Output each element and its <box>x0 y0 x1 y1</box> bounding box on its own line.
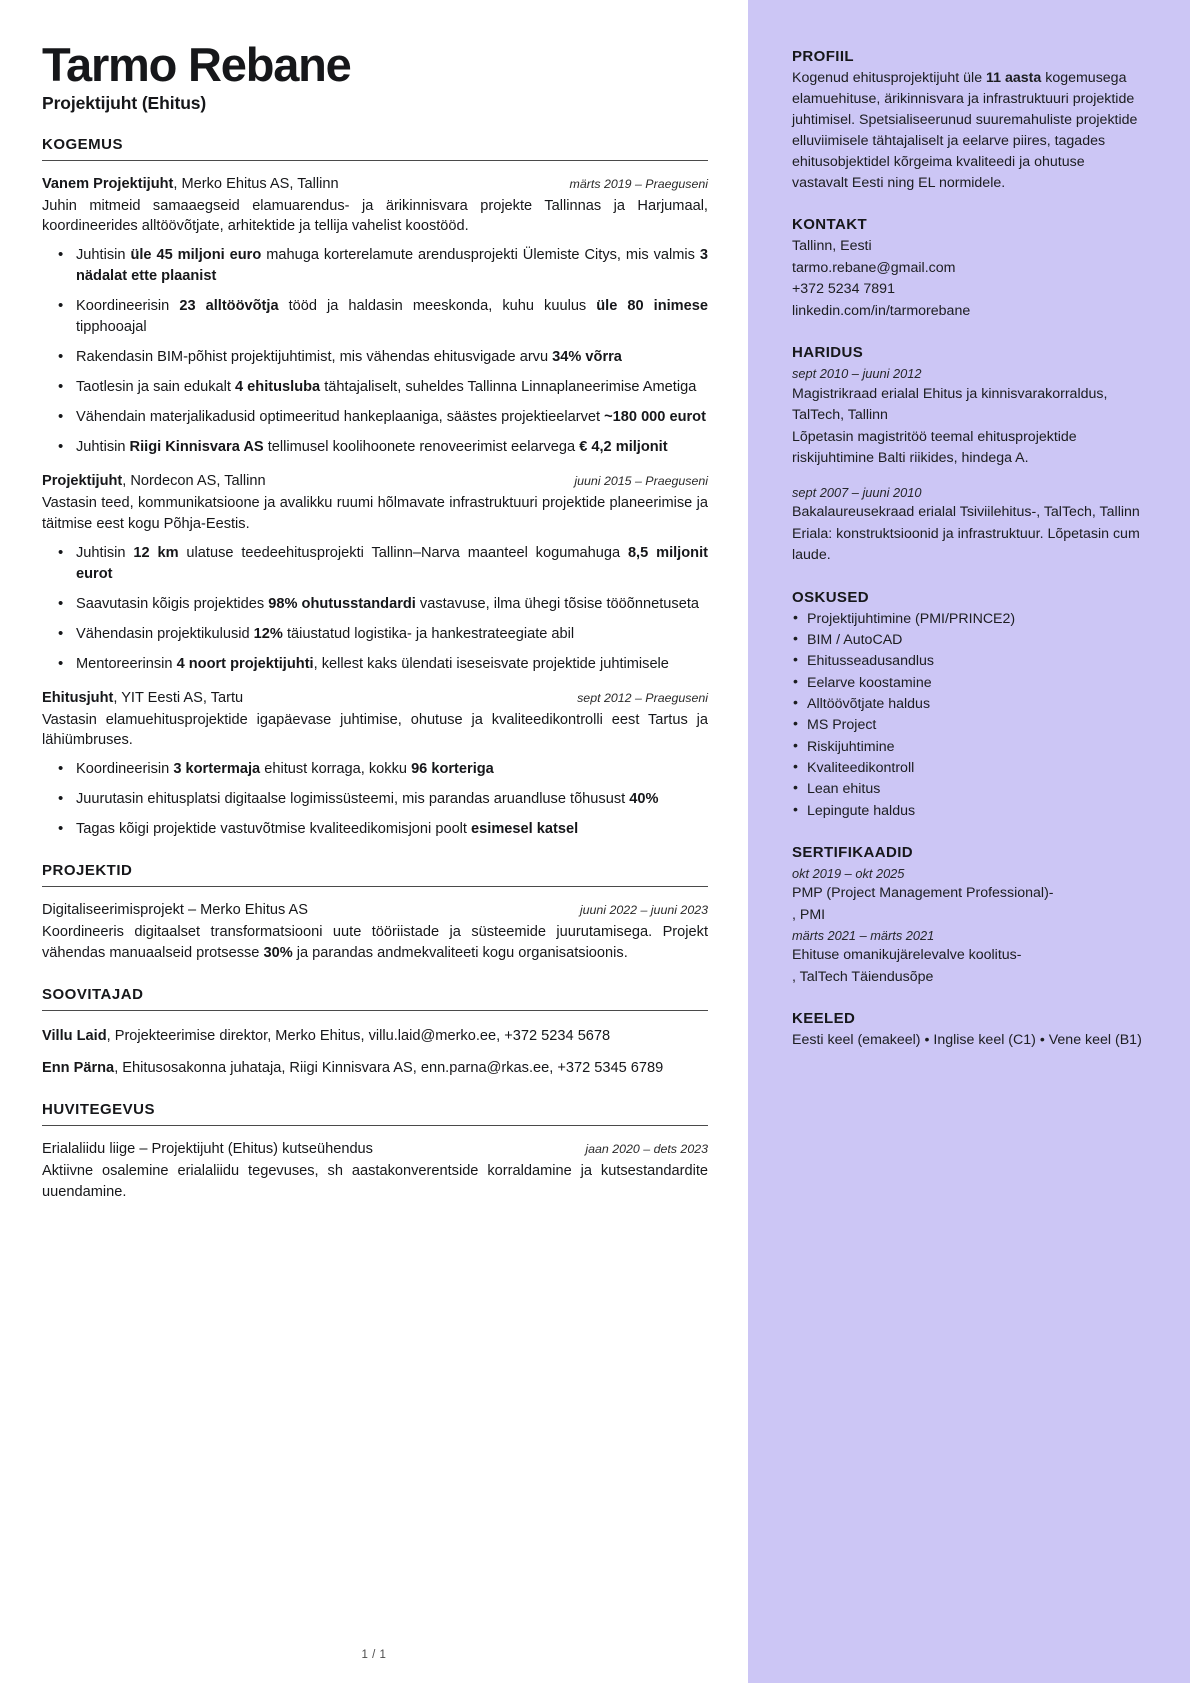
education-list <box>792 364 1142 566</box>
experience-entry <box>42 176 708 458</box>
interest-title: Erialaliidu liige – Projektijuht (Ehitus) kutseühendus <box>42 1140 373 1157</box>
contact-linkedin[interactable]: linkedin.com/in/tarmorebane <box>792 302 971 319</box>
certificate-item <box>792 864 1142 926</box>
projects-section <box>42 862 708 963</box>
projects-list <box>42 902 708 963</box>
entry-header <box>42 473 708 489</box>
languages-heading: KEELED <box>792 1010 856 1028</box>
contact-block <box>792 216 1142 322</box>
bullet-item: • Juhtisin Riigi Kinnisvara AS tellimusel koolihoonete renoveerimist eelarvega € 4,2 miljonit <box>48 437 708 458</box>
bullet-item: • Juhtisin üle 45 miljoni euro mahuga korterelamute arendusprojekti Ülemiste Citys, mis valmis 3 nädalat ette plaanist <box>48 245 708 287</box>
profile-heading: PROFIIL <box>792 48 854 65</box>
bullet-item: • Vähendasin projektikulusid 12% täiustatud logistika- ja hankestrateegiate abil <box>48 624 708 645</box>
page-footer: 1 / 1 <box>361 1649 387 1661</box>
certificates-block <box>792 844 1142 989</box>
sidebar <box>748 0 1190 1683</box>
experience-entry <box>42 473 708 674</box>
entry-bullets <box>48 245 708 458</box>
interests-heading: HUVITEGEVUS <box>42 1101 708 1126</box>
certificate-name: PMP (Project Management Professional)- <box>792 884 1054 901</box>
skill-item: • BIM / AutoCAD <box>792 630 1142 651</box>
entry-date: märts 2019 – Praeguseni <box>569 176 708 191</box>
entry-role: Ehitusjuht, YIT Eesti AS, Tartu <box>42 689 244 706</box>
bullet-item: • Vähendain materjalikadusid optimeeritud hankeplaaniga, säästes projektieelarvet ~180 000 eurot <box>48 407 708 428</box>
experience-entry <box>42 690 708 840</box>
bullet-item: • Juurutasin ehitusplatsi digitaalse logimissüsteemi, mis parandas aruandluse tõhusust 40% <box>48 789 708 810</box>
skills-list <box>792 609 1142 822</box>
entry-description: Vastasin elamuehitusprojektide igapäevase juhtimise, ohutuse ja kvaliteedikontrolli eest Tartus ja lähiümbruses. <box>42 711 708 749</box>
certificate-date: märts 2021 – märts 2021 <box>792 928 935 944</box>
entry-bullets <box>48 759 708 840</box>
profile-block <box>792 48 1142 194</box>
skill-item: • Projektijuhtimine (PMI/PRINCE2) <box>792 609 1142 630</box>
project-title: Digitaliseerimisprojekt – Merko Ehitus AS <box>42 902 309 919</box>
skill-item: • MS Project <box>792 715 1142 736</box>
education-block <box>792 344 1142 566</box>
bullet-item: • Rakendasin BIM-põhist projektijuhtimist, mis vähendas ehitusvigade arvu 34% võrra <box>48 347 708 368</box>
entry-date: juuni 2015 – Praeguseni <box>574 474 708 489</box>
skill-item: • Eelarve koostamine <box>792 673 1142 694</box>
skill-item: • Lean ehitus <box>792 779 1142 800</box>
education-heading: HARIDUS <box>792 344 864 362</box>
skill-item: • Alltöövõtjate haldus <box>792 694 1142 715</box>
certificate-issuer: , PMI <box>792 906 826 923</box>
project-entry <box>42 902 708 963</box>
skill-item: • Riskijuhtimine <box>792 737 1142 758</box>
entry-description: Vastasin teed, kommunikatsioone ja avalikku ruumi hõlmavate infrastruktuuri projektide planeerimise ja täitmise eest kogu Põhja-Eestis. <box>42 495 708 532</box>
interests-section <box>42 1101 708 1202</box>
project-description: Koordineeris digitaalset transformatsiooni uute tööriistade ja süsteemide juurutamisega. Projekt vähendas manuaalseid protsesse 30% ja parandas andmekvaliteeti kogu organisatsioonis. <box>42 924 708 961</box>
job-title: Projektijuht (Ehitus) <box>42 92 207 113</box>
entry-date: jaan 2020 – dets 2023 <box>585 1141 708 1156</box>
education-degree: Magistrikraad erialal Ehitus ja kinnisvarakorraldus, TalTech, Tallinn <box>792 385 1108 424</box>
entry-header <box>42 176 708 192</box>
certificate-name: Ehituse omanikujärelevalve koolitus- <box>792 947 1022 964</box>
entry-description: Juhin mitmeid samaaegseid elamuarendus- ja ärikinnisvara projekte Tallinnas ja Harjumaal, koordineerides alltöövõtjate, arhitektide ja tellija vahelist koostööd. <box>42 197 708 235</box>
education-degree: Bakalaureusekraad erialal Tsiviilehitus-, TalTech, Tallinn <box>792 504 1140 521</box>
entry-header <box>42 690 708 706</box>
education-date: sept 2010 – juuni 2012 <box>792 366 922 382</box>
languages-text: Eesti keel (emakeel) • Inglise keel (C1) • Vene keel (B1) <box>792 1032 1142 1049</box>
experience-list <box>42 176 708 840</box>
education-note: Lõpetasin magistritöö teemal ehitusprojektide riskijuhtimine Balti riikides, hindega A. <box>792 428 1077 467</box>
skills-heading: OSKUSED <box>792 588 869 606</box>
education-note: Eriala: konstruktsioonid ja infrastruktuur. Lõpetasin cum laude. <box>792 525 1140 564</box>
entry-header <box>42 902 708 918</box>
education-item <box>792 364 1142 470</box>
page-title: Tarmo Rebane <box>42 38 351 91</box>
certificates-list <box>792 864 1142 989</box>
bullet-item: • Taotlesin ja sain edukalt 4 ehitusluba tähtajaliselt, suheldes Tallinna Linnaplaneerimise Ametiga <box>48 377 708 398</box>
interests-list <box>42 1141 708 1202</box>
references-section <box>42 986 708 1079</box>
references-heading: SOOVITAJAD <box>42 986 708 1011</box>
experience-section <box>42 136 708 840</box>
skills-block <box>792 589 1142 822</box>
entry-header <box>42 1141 708 1157</box>
certificate-date: okt 2019 – okt 2025 <box>792 865 905 881</box>
bullet-item: • Mentoreerinsin 4 noort projektijuhti, kellest kaks ülendati iseseisvate projektide juhtimisele <box>48 654 708 675</box>
education-date: sept 2007 – juuni 2010 <box>792 484 922 500</box>
skill-item: • Ehitusseadusandlus <box>792 651 1142 672</box>
entry-date: sept 2012 – Praeguseni <box>577 690 708 705</box>
skill-item: • Lepingute haldus <box>792 801 1142 822</box>
interest-entry <box>42 1141 708 1202</box>
skill-item: • Kvaliteedikontroll <box>792 758 1142 779</box>
entry-role: Projektijuht, Nordecon AS, Tallinn <box>42 473 266 490</box>
education-item <box>792 483 1142 567</box>
certificate-issuer: , TalTech Täiendusõpe <box>792 968 934 985</box>
projects-heading: PROJEKTID <box>42 862 708 887</box>
contact-phone[interactable]: +372 5234 7891 <box>792 281 895 298</box>
contact-heading: KONTAKT <box>792 216 868 234</box>
entry-date: juuni 2022 – juuni 2023 <box>579 903 708 918</box>
certificate-item <box>792 926 1142 988</box>
bullet-item: • Juhtisin 12 km ulatuse teedeehitusprojekti Tallinn–Narva maanteel kogumahuga 8,5 miljonit eurot <box>48 543 708 585</box>
reference-item: Villu Laid, Projekteerimise direktor, Merko Ehitus, villu.laid@merko.ee, +372 5234 5678 <box>42 1027 611 1044</box>
languages-block <box>792 1010 1142 1052</box>
contact-email[interactable]: tarmo.rebane@gmail.com <box>792 259 956 276</box>
references-list <box>42 1026 708 1079</box>
bullet-item: • Koordineerisin 3 kortermaja ehitust korraga, kokku 96 korteriga <box>48 759 708 780</box>
interest-description: Aktiivne osalemine erialaliidu tegevuses, sh aastakonverentside korraldamine ja kutsestandardite uuendamine. <box>42 1162 708 1200</box>
experience-heading: KOGEMUS <box>42 136 708 161</box>
entry-role: Vanem Projektijuht, Merko Ehitus AS, Tallinn <box>42 175 339 192</box>
bullet-item: • Koordineerisin 23 alltöövõtja tööd ja haldasin meeskonda, kuhu kuulus üle 80 inimese tipphooajal <box>48 296 708 338</box>
certificates-heading: SERTIFIKAADID <box>792 843 914 861</box>
bullet-item: • Saavutasin kõigis projektides 98% ohutusstandardi vastavuse, ilma ühegi tõsise tööõnnetuseta <box>48 594 708 615</box>
entry-bullets <box>48 543 708 675</box>
contact-location: Tallinn, Eesti <box>792 238 872 255</box>
profile-text: Kogenud ehitusprojektijuht üle 11 aasta kogemusega elamuehituse, ärikinnisvara ja infrastruktuuri projektide juhtimisel. Spetsialiseerunud suuremahuliste projektide elluviimisele tähtajaliselt ja eelarve piires, tagades ehitusobjektidel kõrgeima kvaliteedi ja ohutuse vastavalt Eesti ning EL normidele. <box>792 70 1138 192</box>
reference-item: Enn Pärna, Ehitusosakonna juhataja, Riigi Kinnisvara AS, enn.parna@rkas.ee, +372 5345 6789 <box>42 1059 664 1076</box>
bullet-item: • Tagas kõigi projektide vastuvõtmise kvaliteedikomisjoni poolt esimesel katsel <box>48 819 708 840</box>
